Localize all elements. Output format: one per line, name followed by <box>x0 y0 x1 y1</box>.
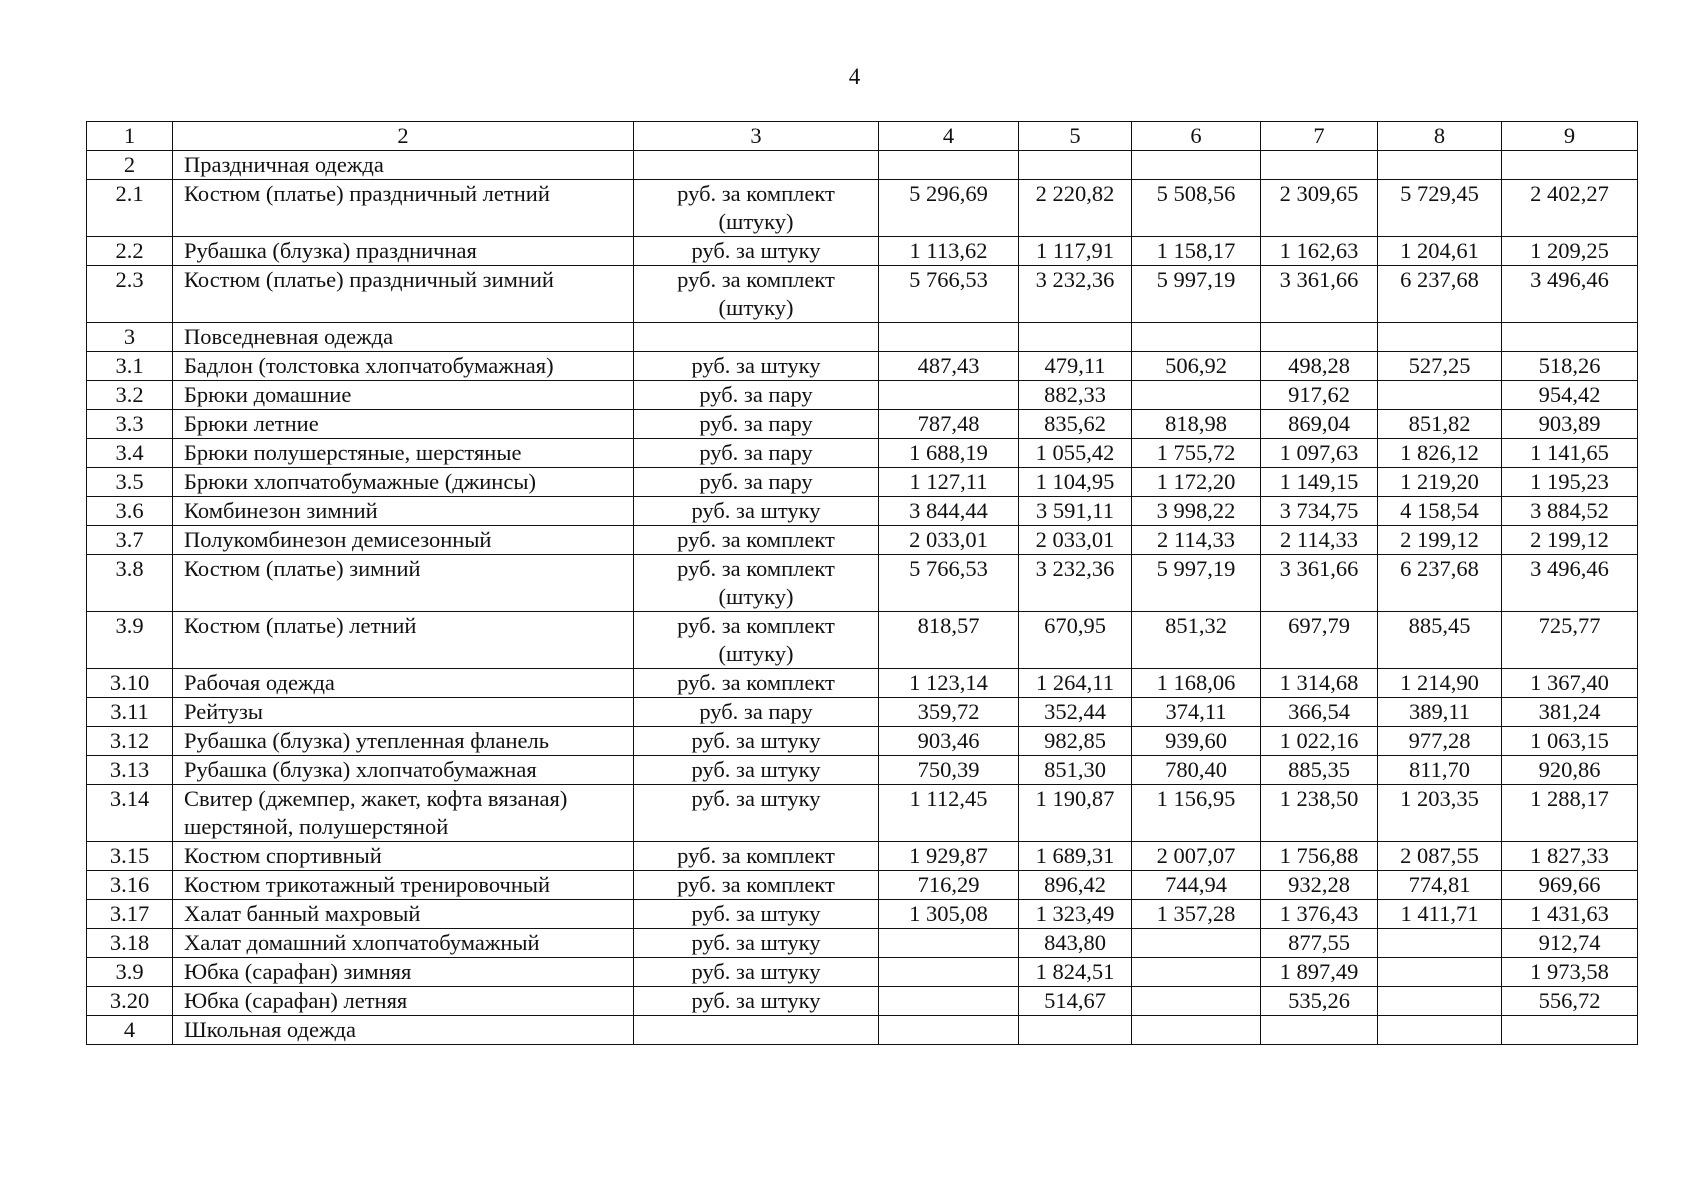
value-cell-col4 <box>879 151 1019 180</box>
column-header: 5 <box>1019 122 1132 151</box>
item-name-cell: Юбка (сарафан) летняя <box>173 987 634 1016</box>
item-number-cell: 2.1 <box>87 180 173 237</box>
value-cell-col7: 366,54 <box>1261 698 1378 727</box>
table-row <box>87 756 1638 785</box>
value-cell-col8: 6 237,68 <box>1378 555 1502 612</box>
item-name-cell: Школьная одежда <box>173 1016 634 1045</box>
price-table <box>86 121 1638 1045</box>
value-cell-col7: 535,26 <box>1261 987 1378 1016</box>
value-cell-col8 <box>1378 151 1502 180</box>
value-cell-col8: 6 237,68 <box>1378 266 1502 323</box>
value-cell-col7: 932,28 <box>1261 871 1378 900</box>
value-cell-col4: 1 113,62 <box>879 237 1019 266</box>
value-cell-col7: 1 162,63 <box>1261 237 1378 266</box>
value-cell-col5: 982,85 <box>1019 727 1132 756</box>
unit-cell: руб. за штуку <box>634 727 879 756</box>
value-cell-col6: 2 007,07 <box>1132 842 1261 871</box>
value-cell-col8 <box>1378 381 1502 410</box>
value-cell-col5: 2 033,01 <box>1019 526 1132 555</box>
value-cell-col7: 1 314,68 <box>1261 669 1378 698</box>
value-cell-col8: 1 203,35 <box>1378 785 1502 842</box>
value-cell-col9: 1 827,33 <box>1502 842 1638 871</box>
table-row <box>87 871 1638 900</box>
column-header: 4 <box>879 122 1019 151</box>
value-cell-col9: 954,42 <box>1502 381 1638 410</box>
column-header: 7 <box>1261 122 1378 151</box>
item-name-cell: Костюм (платье) праздничный зимний <box>173 266 634 323</box>
unit-cell: руб. за комплект (штуку) <box>634 180 879 237</box>
value-cell-col8: 851,82 <box>1378 410 1502 439</box>
value-cell-col5: 1 264,11 <box>1019 669 1132 698</box>
value-cell-col8: 5 729,45 <box>1378 180 1502 237</box>
value-cell-col5: 835,62 <box>1019 410 1132 439</box>
value-cell-col9: 518,26 <box>1502 352 1638 381</box>
column-header: 3 <box>634 122 879 151</box>
value-cell-col5 <box>1019 1016 1132 1045</box>
value-cell-col9: 1 141,65 <box>1502 439 1638 468</box>
value-cell-col7: 2 309,65 <box>1261 180 1378 237</box>
table-row <box>87 352 1638 381</box>
item-number-cell: 3.9 <box>87 612 173 669</box>
item-number-cell: 3.2 <box>87 381 173 410</box>
value-cell-col6: 5 997,19 <box>1132 266 1261 323</box>
value-cell-col9: 3 496,46 <box>1502 555 1638 612</box>
value-cell-col6 <box>1132 381 1261 410</box>
item-name-cell: Комбинезон зимний <box>173 497 634 526</box>
value-cell-col4 <box>879 381 1019 410</box>
value-cell-col6: 851,32 <box>1132 612 1261 669</box>
item-number-cell: 3.9 <box>87 958 173 987</box>
item-name-cell: Костюм (платье) летний <box>173 612 634 669</box>
unit-cell: руб. за пару <box>634 410 879 439</box>
value-cell-col4: 750,39 <box>879 756 1019 785</box>
item-number-cell: 3.15 <box>87 842 173 871</box>
value-cell-col9: 1 195,23 <box>1502 468 1638 497</box>
value-cell-col8: 527,25 <box>1378 352 1502 381</box>
table-row <box>87 669 1638 698</box>
table-row <box>87 929 1638 958</box>
value-cell-col4: 1 127,11 <box>879 468 1019 497</box>
unit-cell: руб. за штуку <box>634 237 879 266</box>
table-row <box>87 410 1638 439</box>
value-cell-col9: 1 063,15 <box>1502 727 1638 756</box>
value-cell-col8: 1 204,61 <box>1378 237 1502 266</box>
value-cell-col6 <box>1132 987 1261 1016</box>
value-cell-col4: 5 766,53 <box>879 266 1019 323</box>
item-name-cell: Халат банный махровый <box>173 900 634 929</box>
item-name-cell: Праздничная одежда <box>173 151 634 180</box>
table-row <box>87 266 1638 323</box>
value-cell-col9: 1 288,17 <box>1502 785 1638 842</box>
value-cell-col8: 1 411,71 <box>1378 900 1502 929</box>
value-cell-col8: 2 199,12 <box>1378 526 1502 555</box>
unit-cell <box>634 151 879 180</box>
item-number-cell: 2.3 <box>87 266 173 323</box>
unit-cell: руб. за комплект <box>634 526 879 555</box>
column-header: 8 <box>1378 122 1502 151</box>
item-number-cell: 3.18 <box>87 929 173 958</box>
value-cell-col7: 1 097,63 <box>1261 439 1378 468</box>
value-cell-col6: 1 168,06 <box>1132 669 1261 698</box>
item-name-cell: Рейтузы <box>173 698 634 727</box>
value-cell-col5: 851,30 <box>1019 756 1132 785</box>
value-cell-col5: 352,44 <box>1019 698 1132 727</box>
value-cell-col8: 774,81 <box>1378 871 1502 900</box>
value-cell-col9: 920,86 <box>1502 756 1638 785</box>
value-cell-col7: 498,28 <box>1261 352 1378 381</box>
value-cell-col9 <box>1502 323 1638 352</box>
table-row <box>87 237 1638 266</box>
value-cell-col7: 697,79 <box>1261 612 1378 669</box>
item-number-cell: 3.12 <box>87 727 173 756</box>
value-cell-col4: 359,72 <box>879 698 1019 727</box>
item-number-cell: 3.20 <box>87 987 173 1016</box>
value-cell-col4: 1 305,08 <box>879 900 1019 929</box>
item-name-cell: Полукомбинезон демисезонный <box>173 526 634 555</box>
value-cell-col4: 1 112,45 <box>879 785 1019 842</box>
value-cell-col4: 3 844,44 <box>879 497 1019 526</box>
value-cell-col8: 1 826,12 <box>1378 439 1502 468</box>
value-cell-col8: 977,28 <box>1378 727 1502 756</box>
value-cell-col7 <box>1261 323 1378 352</box>
value-cell-col9 <box>1502 1016 1638 1045</box>
page-number: 4 <box>848 64 861 89</box>
unit-cell: руб. за комплект (штуку) <box>634 612 879 669</box>
value-cell-col9: 725,77 <box>1502 612 1638 669</box>
value-cell-col4: 787,48 <box>879 410 1019 439</box>
table-row <box>87 1016 1638 1045</box>
unit-cell: руб. за штуку <box>634 987 879 1016</box>
value-cell-col6 <box>1132 151 1261 180</box>
item-number-cell: 3.6 <box>87 497 173 526</box>
table-row <box>87 900 1638 929</box>
value-cell-col7: 2 114,33 <box>1261 526 1378 555</box>
value-cell-col6 <box>1132 958 1261 987</box>
value-cell-col7: 1 897,49 <box>1261 958 1378 987</box>
value-cell-col4: 1 688,19 <box>879 439 1019 468</box>
value-cell-col6: 374,11 <box>1132 698 1261 727</box>
value-cell-col9: 1 431,63 <box>1502 900 1638 929</box>
item-number-cell: 2 <box>87 151 173 180</box>
unit-cell: руб. за пару <box>634 381 879 410</box>
item-name-cell: Костюм (платье) зимний <box>173 555 634 612</box>
value-cell-col4 <box>879 929 1019 958</box>
value-cell-col9: 3 884,52 <box>1502 497 1638 526</box>
value-cell-col9: 1 367,40 <box>1502 669 1638 698</box>
value-cell-col7: 1 756,88 <box>1261 842 1378 871</box>
value-cell-col5: 1 323,49 <box>1019 900 1132 929</box>
item-number-cell: 3.7 <box>87 526 173 555</box>
unit-cell: руб. за пару <box>634 468 879 497</box>
item-name-cell: Костюм трикотажный тренировочный <box>173 871 634 900</box>
value-cell-col4: 818,57 <box>879 612 1019 669</box>
item-number-cell: 3.17 <box>87 900 173 929</box>
value-cell-col7: 877,55 <box>1261 929 1378 958</box>
item-name-cell: Брюки хлопчатобумажные (джинсы) <box>173 468 634 497</box>
unit-cell: руб. за штуку <box>634 756 879 785</box>
value-cell-col8: 885,45 <box>1378 612 1502 669</box>
value-cell-col5: 479,11 <box>1019 352 1132 381</box>
value-cell-col9: 381,24 <box>1502 698 1638 727</box>
item-number-cell: 3.16 <box>87 871 173 900</box>
unit-cell: руб. за комплект <box>634 871 879 900</box>
unit-cell: руб. за штуку <box>634 900 879 929</box>
item-name-cell: Юбка (сарафан) зимняя <box>173 958 634 987</box>
value-cell-col6: 1 172,20 <box>1132 468 1261 497</box>
value-cell-col4: 5 766,53 <box>879 555 1019 612</box>
table-row <box>87 958 1638 987</box>
item-name-cell: Рабочая одежда <box>173 669 634 698</box>
table-row <box>87 785 1638 842</box>
table-row <box>87 323 1638 352</box>
value-cell-col6: 780,40 <box>1132 756 1261 785</box>
value-cell-col8 <box>1378 958 1502 987</box>
unit-cell: руб. за пару <box>634 698 879 727</box>
table-row <box>87 180 1638 237</box>
value-cell-col5: 896,42 <box>1019 871 1132 900</box>
value-cell-col7: 3 734,75 <box>1261 497 1378 526</box>
item-name-cell: Брюки домашние <box>173 381 634 410</box>
value-cell-col4: 716,29 <box>879 871 1019 900</box>
value-cell-col8: 811,70 <box>1378 756 1502 785</box>
item-name-cell: Брюки полушерстяные, шерстяные <box>173 439 634 468</box>
column-header: 6 <box>1132 122 1261 151</box>
value-cell-col8 <box>1378 929 1502 958</box>
unit-cell: руб. за штуку <box>634 352 879 381</box>
value-cell-col7: 1 376,43 <box>1261 900 1378 929</box>
unit-cell: руб. за комплект (штуку) <box>634 555 879 612</box>
value-cell-col5: 3 591,11 <box>1019 497 1132 526</box>
table-row <box>87 555 1638 612</box>
unit-cell: руб. за штуку <box>634 785 879 842</box>
item-number-cell: 3.11 <box>87 698 173 727</box>
table-row <box>87 698 1638 727</box>
value-cell-col8: 4 158,54 <box>1378 497 1502 526</box>
value-cell-col5: 1 117,91 <box>1019 237 1132 266</box>
value-cell-col5: 670,95 <box>1019 612 1132 669</box>
value-cell-col5: 843,80 <box>1019 929 1132 958</box>
item-name-cell: Свитер (джемпер, жакет, кофта вязаная) шерстяной, полушерстяной <box>173 785 634 842</box>
table-row <box>87 468 1638 497</box>
value-cell-col8: 1 219,20 <box>1378 468 1502 497</box>
value-cell-col6: 1 156,95 <box>1132 785 1261 842</box>
value-cell-col4: 5 296,69 <box>879 180 1019 237</box>
value-cell-col7: 3 361,66 <box>1261 266 1378 323</box>
value-cell-col6: 818,98 <box>1132 410 1261 439</box>
value-cell-col5: 1 104,95 <box>1019 468 1132 497</box>
value-cell-col7: 3 361,66 <box>1261 555 1378 612</box>
item-name-cell: Халат домашний хлопчатобумажный <box>173 929 634 958</box>
value-cell-col7: 1 149,15 <box>1261 468 1378 497</box>
value-cell-col6: 1 158,17 <box>1132 237 1261 266</box>
item-number-cell: 3.10 <box>87 669 173 698</box>
unit-cell <box>634 1016 879 1045</box>
value-cell-col6 <box>1132 323 1261 352</box>
value-cell-col6: 2 114,33 <box>1132 526 1261 555</box>
unit-cell <box>634 323 879 352</box>
item-name-cell: Рубашка (блузка) хлопчатобумажная <box>173 756 634 785</box>
value-cell-col4: 1 123,14 <box>879 669 1019 698</box>
item-number-cell: 2.2 <box>87 237 173 266</box>
unit-cell: руб. за штуку <box>634 497 879 526</box>
value-cell-col7 <box>1261 1016 1378 1045</box>
item-number-cell: 3 <box>87 323 173 352</box>
value-cell-col9: 969,66 <box>1502 871 1638 900</box>
value-cell-col5: 1 824,51 <box>1019 958 1132 987</box>
table-row <box>87 439 1638 468</box>
table-header-row <box>87 122 1638 151</box>
value-cell-col5: 1 190,87 <box>1019 785 1132 842</box>
value-cell-col7: 869,04 <box>1261 410 1378 439</box>
item-number-cell: 3.13 <box>87 756 173 785</box>
value-cell-col9: 1 209,25 <box>1502 237 1638 266</box>
value-cell-col5: 3 232,36 <box>1019 266 1132 323</box>
value-cell-col4 <box>879 987 1019 1016</box>
value-cell-col6: 5 997,19 <box>1132 555 1261 612</box>
unit-cell: руб. за комплект (штуку) <box>634 266 879 323</box>
item-number-cell: 3.8 <box>87 555 173 612</box>
table-row <box>87 612 1638 669</box>
item-name-cell: Брюки летние <box>173 410 634 439</box>
value-cell-col8: 389,11 <box>1378 698 1502 727</box>
item-name-cell: Бадлон (толстовка хлопчатобумажная) <box>173 352 634 381</box>
value-cell-col5: 3 232,36 <box>1019 555 1132 612</box>
value-cell-col6 <box>1132 1016 1261 1045</box>
value-cell-col6: 939,60 <box>1132 727 1261 756</box>
value-cell-col5 <box>1019 323 1132 352</box>
item-name-cell: Рубашка (блузка) праздничная <box>173 237 634 266</box>
value-cell-col5 <box>1019 151 1132 180</box>
unit-cell: руб. за штуку <box>634 958 879 987</box>
value-cell-col9: 2 199,12 <box>1502 526 1638 555</box>
unit-cell: руб. за пару <box>634 439 879 468</box>
value-cell-col4: 903,46 <box>879 727 1019 756</box>
item-number-cell: 3.14 <box>87 785 173 842</box>
item-number-cell: 4 <box>87 1016 173 1045</box>
value-cell-col4 <box>879 323 1019 352</box>
value-cell-col7: 885,35 <box>1261 756 1378 785</box>
value-cell-col8: 2 087,55 <box>1378 842 1502 871</box>
item-name-cell: Костюм (платье) праздничный летний <box>173 180 634 237</box>
value-cell-col5: 882,33 <box>1019 381 1132 410</box>
item-name-cell: Рубашка (блузка) утепленная фланель <box>173 727 634 756</box>
value-cell-col5: 514,67 <box>1019 987 1132 1016</box>
table-row <box>87 151 1638 180</box>
table-row <box>87 381 1638 410</box>
item-number-cell: 3.5 <box>87 468 173 497</box>
value-cell-col4 <box>879 1016 1019 1045</box>
value-cell-col9: 556,72 <box>1502 987 1638 1016</box>
column-header: 2 <box>173 122 634 151</box>
value-cell-col9: 3 496,46 <box>1502 266 1638 323</box>
table-row <box>87 987 1638 1016</box>
value-cell-col8 <box>1378 323 1502 352</box>
value-cell-col6: 1 357,28 <box>1132 900 1261 929</box>
value-cell-col7: 917,62 <box>1261 381 1378 410</box>
value-cell-col5: 1 689,31 <box>1019 842 1132 871</box>
table-row <box>87 842 1638 871</box>
value-cell-col7 <box>1261 151 1378 180</box>
item-number-cell: 3.1 <box>87 352 173 381</box>
value-cell-col6: 5 508,56 <box>1132 180 1261 237</box>
table-row <box>87 497 1638 526</box>
value-cell-col6: 506,92 <box>1132 352 1261 381</box>
item-name-cell: Повседневная одежда <box>173 323 634 352</box>
value-cell-col9: 2 402,27 <box>1502 180 1638 237</box>
value-cell-col9 <box>1502 151 1638 180</box>
value-cell-col8 <box>1378 1016 1502 1045</box>
unit-cell: руб. за штуку <box>634 929 879 958</box>
value-cell-col7: 1 022,16 <box>1261 727 1378 756</box>
unit-cell: руб. за комплект <box>634 669 879 698</box>
value-cell-col4: 2 033,01 <box>879 526 1019 555</box>
value-cell-col5: 1 055,42 <box>1019 439 1132 468</box>
item-number-cell: 3.3 <box>87 410 173 439</box>
value-cell-col4: 1 929,87 <box>879 842 1019 871</box>
value-cell-col8 <box>1378 987 1502 1016</box>
item-name-cell: Костюм спортивный <box>173 842 634 871</box>
value-cell-col9: 903,89 <box>1502 410 1638 439</box>
value-cell-col5: 2 220,82 <box>1019 180 1132 237</box>
value-cell-col9: 1 973,58 <box>1502 958 1638 987</box>
value-cell-col6: 744,94 <box>1132 871 1261 900</box>
table-row <box>87 727 1638 756</box>
item-number-cell: 3.4 <box>87 439 173 468</box>
value-cell-col9: 912,74 <box>1502 929 1638 958</box>
column-header: 1 <box>87 122 173 151</box>
value-cell-col7: 1 238,50 <box>1261 785 1378 842</box>
column-header: 9 <box>1502 122 1638 151</box>
value-cell-col4 <box>879 958 1019 987</box>
value-cell-col6: 1 755,72 <box>1132 439 1261 468</box>
unit-cell: руб. за комплект <box>634 842 879 871</box>
value-cell-col6 <box>1132 929 1261 958</box>
value-cell-col6: 3 998,22 <box>1132 497 1261 526</box>
value-cell-col8: 1 214,90 <box>1378 669 1502 698</box>
table-row <box>87 526 1638 555</box>
table-body <box>87 122 1638 1045</box>
value-cell-col4: 487,43 <box>879 352 1019 381</box>
